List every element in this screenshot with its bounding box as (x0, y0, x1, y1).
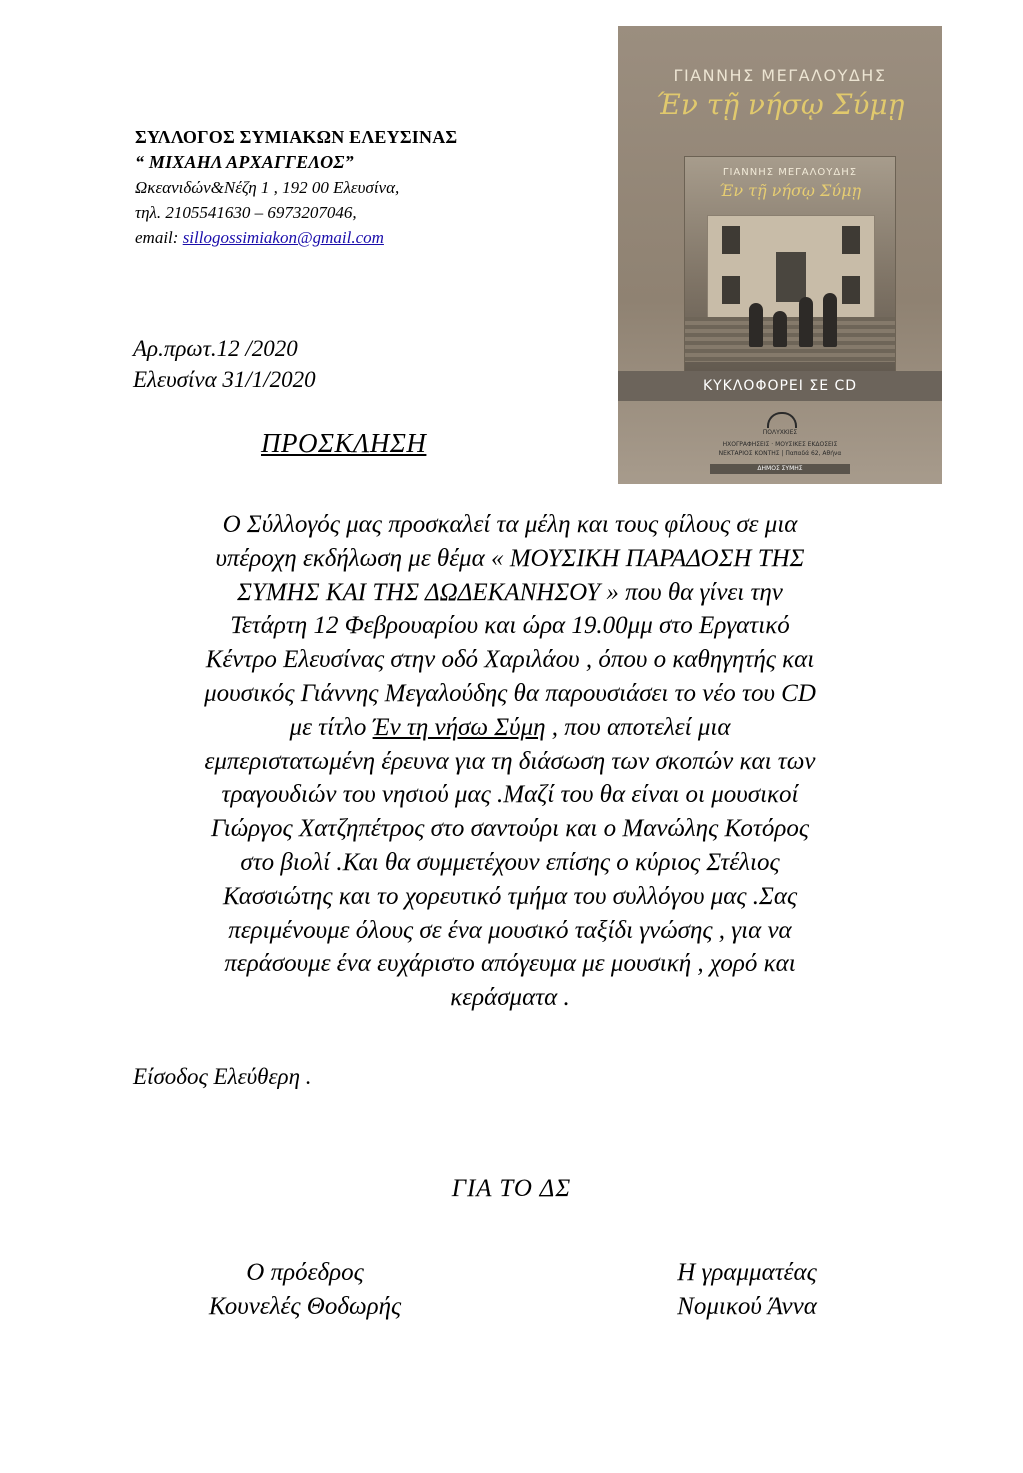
org-address: Ωκεανιδών&Νέζη 1 , 192 00 Ελευσίνα, (135, 178, 400, 197)
body-line: στο βιολί .Και θα συμμετέχουν επίσης ο κύριος Στέλιος (240, 848, 780, 876)
signature-president (165, 1256, 445, 1324)
cover-credits (618, 440, 942, 458)
person (749, 303, 763, 347)
invitation-body (110, 508, 910, 1015)
email-link[interactable]: sillogossimiakon@gmail.com (182, 228, 384, 247)
body-line: τραγουδιών του νησιού μας .Μαζί του θα είναι οι μουσικοί (221, 781, 799, 809)
release-text: ΚΥΚΛΟΦΟΡΕΙ ΣΕ CD (702, 378, 858, 394)
window (842, 276, 860, 304)
publisher-logo-icon (767, 412, 797, 428)
body-line: Κασσιώτης και το χορευτικό τμήμα του συλλόγου μας .Σας (222, 882, 798, 910)
window (842, 226, 860, 254)
window (722, 276, 740, 304)
org-email-row (135, 225, 457, 250)
person (799, 297, 813, 347)
board-heading: ΓΙΑ ΤΟ ΔΣ (451, 1175, 572, 1202)
secretary-role: Η γραμματέας (677, 1259, 817, 1286)
cover-photo (684, 156, 896, 383)
body-line: Ο Σύλλογός μας προσκαλεί τα μέλη και τους φίλους σε μια (222, 511, 798, 538)
president-role: Ο πρόεδρος (246, 1259, 364, 1286)
org-name: ΣΥΛΛΟΓΟΣ ΣΥΜΙΑΚΩΝ ΕΛΕΥΣΙΝΑΣ (135, 127, 458, 147)
protocol-number: Αρ.πρωτ.12 /2020 (133, 336, 298, 361)
credits-line: ΝΕΚΤΑΡΙΟΣ ΚΟΝΤΗΣ | Παπαδά 62, Αθήνα (718, 450, 842, 457)
inner-title: Έν τῇ νήσῳ Σύμῃ (718, 181, 862, 200)
cd-title: Έν τη νήσω Σύμη (372, 713, 546, 741)
body-line: ΣΥΜΗΣ ΚΑΙ ΤΗΣ ΔΩΔΕΚΑΝΗΣΟΥ » που θα γίνει την (237, 578, 783, 606)
document-title: ΠΡΟΣΚΛΗΣΗ (261, 428, 427, 458)
cover-artist: ΓΙΑΝΝΗΣ ΜΕΓΑΛΟΥΔΗΣ (673, 66, 887, 85)
support-badge: ΔΗΜΟΣ ΣΥΜΗΣ (710, 464, 850, 474)
release-band (618, 371, 942, 401)
cover-title: Έν τῇ νήσῳ Σύμῃ (655, 88, 905, 121)
line-suffix: , που αποτελεί μια (545, 713, 731, 741)
person (823, 293, 837, 347)
musicians (743, 287, 843, 347)
body-line: Τετάρτη 12 Φεβρουαρίου και ώρα 19.00μμ στο Εργατικό (230, 612, 790, 640)
body-line: κεράσματα . (450, 984, 570, 1012)
body-line: μουσικός Γιάννης Μεγαλούδης θα παρουσιάσει το νέο του CD (204, 679, 816, 707)
entry-note: Είσοδος Ελεύθερη . (133, 1064, 312, 1089)
cd-cover-image (618, 26, 942, 484)
email-label: email: (135, 228, 183, 247)
org-phone: τηλ. 2105541630 – 6973207046, (135, 203, 357, 222)
place-date: Ελευσίνα 31/1/2020 (133, 367, 316, 392)
signature-secretary (612, 1256, 882, 1324)
inner-artist: ΓΙΑΝΝΗΣ ΜΕΓΑΛΟΥΔΗΣ (722, 167, 858, 178)
org-subname: “ ΜΙΧΑΗΛ ΑΡΧΑΓΓΕΛΟΣ” (135, 152, 354, 172)
body-line: Γιώργος Χατζηπέτρος στο σαντούρι και ο Μανώλης Κοτόρος (210, 815, 810, 843)
credits-line: ΗΧΟΓΡΑΦΗΣΕΙΣ · ΜΟΥΣΙΚΕΣ ΕΚΔΟΣΕΙΣ (722, 441, 838, 448)
organization-header (135, 125, 457, 250)
president-name: Κουνελές Θοδωρής (208, 1293, 402, 1320)
person (773, 311, 787, 347)
secretary-name: Νομικού Άννα (677, 1293, 817, 1320)
publisher-name: ΠΟΛΥΧΚΙΕΣ (762, 429, 798, 436)
body-line: υπέροχη εκδήλωση με θέμα « ΜΟΥΣΙΚΗ ΠΑΡΑΔΟΣΗ ΤΗΣ (215, 544, 805, 572)
window (722, 226, 740, 254)
body-line: περάσουμε ένα ευχάριστο απόγευμα με μουσική , χορό και (224, 950, 796, 978)
body-line (110, 711, 910, 745)
body-line: Κέντρο Ελευσίνας στην οδό Χαριλάου , όπου ο καθηγητής και (205, 646, 815, 674)
line-prefix: με τίτλο (289, 713, 373, 741)
body-line: εμπεριστατωμένη έρευνα για τη διάσωση των σκοπών και των (204, 747, 816, 775)
body-line: περιμένουμε όλους σε ένα μουσικό ταξίδι γνώσης , για να (228, 916, 792, 944)
reference-block (133, 333, 316, 395)
